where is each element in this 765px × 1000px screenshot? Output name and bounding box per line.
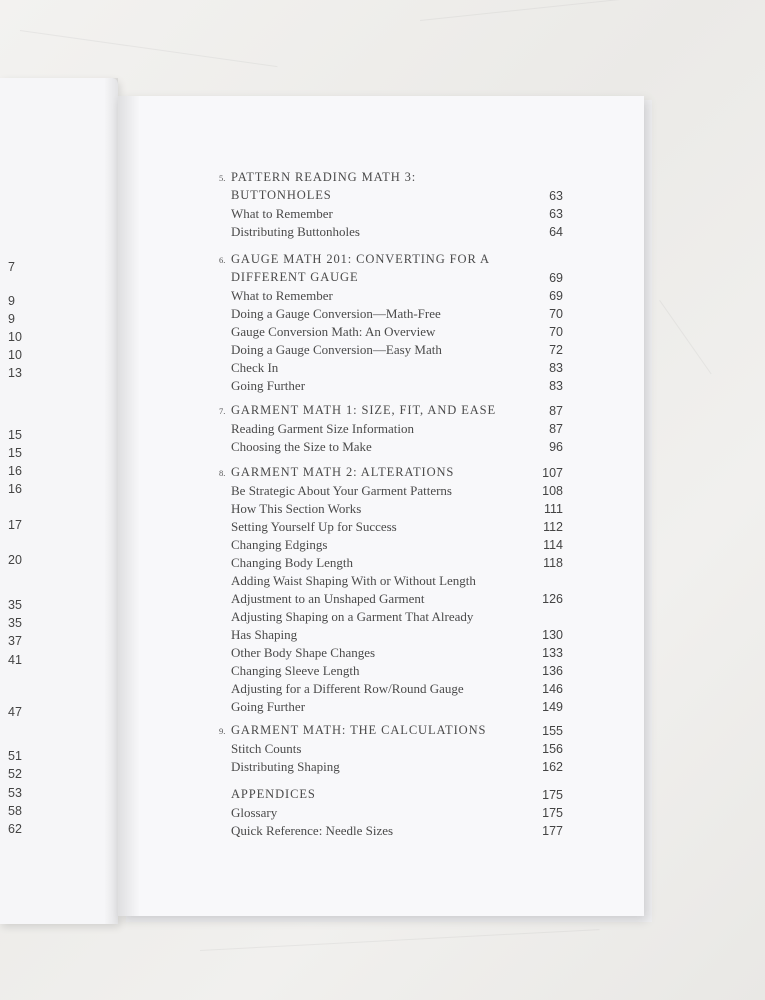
toc-entry: Going Further: [231, 378, 306, 393]
toc-page-number: 175: [542, 788, 563, 802]
toc-page-number: 63: [549, 189, 563, 203]
toc-page-number: 69: [549, 289, 563, 303]
toc-page-number: 156: [542, 742, 563, 756]
left-page-number: 9: [8, 312, 15, 326]
left-page-number: 15: [8, 428, 22, 442]
toc-entry: Adjusting for a Different Row/Round Gauge: [231, 681, 464, 696]
chapter-title: PATTERN READING MATH 3:: [231, 170, 417, 184]
toc-entry: Changing Body Length: [231, 555, 354, 570]
toc-entry: Doing a Gauge Conversion—Easy Math: [231, 342, 442, 357]
toc-page-number: 63: [549, 207, 563, 221]
toc-entry: Changing Edgings: [231, 537, 328, 552]
toc-page-number: 114: [543, 538, 563, 552]
left-page-number: 51: [8, 749, 22, 763]
left-page-number: 53: [8, 786, 22, 800]
toc-page-number: 108: [542, 484, 563, 498]
toc-page-number: 177: [542, 824, 563, 838]
toc-page-number: 175: [542, 806, 563, 820]
left-page-number: 37: [8, 634, 22, 648]
toc-page-number: 146: [542, 682, 563, 696]
toc-entry: Changing Sleeve Length: [231, 663, 360, 678]
toc-entry: Adding Waist Shaping With or Without Length: [231, 573, 476, 588]
toc-page-number: 107: [542, 466, 563, 480]
toc-entry: Be Strategic About Your Garment Patterns: [231, 483, 452, 498]
toc-entry: Reading Garment Size Information: [231, 421, 415, 436]
chapter-title: BUTTONHOLES: [231, 188, 332, 202]
toc-page-number: 83: [549, 361, 563, 375]
chapter-number: 7.: [219, 406, 226, 416]
toc-entry: Quick Reference: Needle Sizes: [231, 823, 394, 838]
toc-entry: Distributing Buttonholes: [231, 224, 360, 239]
toc-entry: Gauge Conversion Math: An Overview: [231, 324, 436, 339]
chapter-title: DIFFERENT GAUGE: [231, 270, 359, 284]
chapter-title: GAUGE MATH 201: CONVERTING FOR A: [231, 252, 490, 266]
toc-entry: Going Further: [231, 699, 306, 714]
left-page-number: 35: [8, 616, 22, 630]
toc-page-number: 133: [542, 646, 563, 660]
chapter-title: GARMENT MATH 1: SIZE, FIT, AND EASE: [231, 403, 497, 417]
toc-page-number: 126: [542, 592, 563, 606]
left-page-number: 7: [8, 260, 15, 274]
toc-entry: Glossary: [231, 805, 278, 820]
toc-entry: Setting Yourself Up for Success: [231, 519, 397, 534]
chapter-number: 5.: [219, 173, 226, 183]
toc-page-number: 87: [549, 404, 563, 418]
left-page-number: 16: [8, 464, 22, 478]
toc-page-number: 69: [549, 271, 563, 285]
toc-entry: Doing a Gauge Conversion—Math-Free: [231, 306, 441, 321]
toc-page-number: 130: [542, 628, 563, 642]
toc-page-number: 64: [549, 225, 563, 239]
toc-entry: Adjustment to an Unshaped Garment: [231, 591, 425, 606]
left-page-number: 16: [8, 482, 22, 496]
left-page-number: 62: [8, 822, 22, 836]
chapter-title: APPENDICES: [231, 787, 316, 801]
chapter-number: 9.: [219, 726, 226, 736]
toc-page-number: 112: [543, 520, 563, 534]
left-page-number: 41: [8, 653, 22, 667]
left-page-number: 20: [8, 553, 22, 567]
left-page-number: 47: [8, 705, 22, 719]
chapter-title: GARMENT MATH: THE CALCULATIONS: [231, 723, 487, 737]
toc-entry: Choosing the Size to Make: [231, 439, 372, 454]
toc-entry: What to Remember: [231, 206, 333, 221]
toc-entry: Check In: [231, 360, 279, 375]
toc-entry: Distributing Shaping: [231, 759, 340, 774]
toc-page-number: 96: [549, 440, 563, 454]
toc-page-number: 111: [543, 502, 563, 516]
toc-entry: Has Shaping: [231, 627, 298, 642]
toc-page-number: 162: [542, 760, 563, 774]
left-page-number: 10: [8, 330, 22, 344]
left-page-number: 52: [8, 767, 22, 781]
toc-page-number: 118: [543, 556, 563, 570]
toc-entry: Stitch Counts: [231, 741, 302, 756]
left-page-number: 9: [8, 294, 15, 308]
toc-page-number: 70: [549, 307, 563, 321]
toc-entry: How This Section Works: [231, 501, 362, 516]
toc-page-number: 136: [542, 664, 563, 678]
toc-page-number: 149: [542, 700, 563, 714]
chapter-number: 8.: [219, 468, 226, 478]
left-page-number: 58: [8, 804, 22, 818]
left-page-number: 17: [8, 518, 22, 532]
left-page-number: 13: [8, 366, 22, 380]
toc-page-number: 70: [549, 325, 563, 339]
toc-page-number: 83: [549, 379, 563, 393]
left-page-number: 35: [8, 598, 22, 612]
left-page-number: 10: [8, 348, 22, 362]
chapter-title: GARMENT MATH 2: ALTERATIONS: [231, 465, 455, 479]
toc-page-number: 72: [549, 343, 563, 357]
toc-page-number: 155: [542, 724, 563, 738]
toc-entry: What to Remember: [231, 288, 333, 303]
left-page-number: 15: [8, 446, 22, 460]
toc-entry: Adjusting Shaping on a Garment That Already: [231, 609, 474, 624]
chapter-number: 6.: [219, 255, 226, 265]
toc-entry: Other Body Shape Changes: [231, 645, 376, 660]
toc-page-number: 87: [549, 422, 563, 436]
